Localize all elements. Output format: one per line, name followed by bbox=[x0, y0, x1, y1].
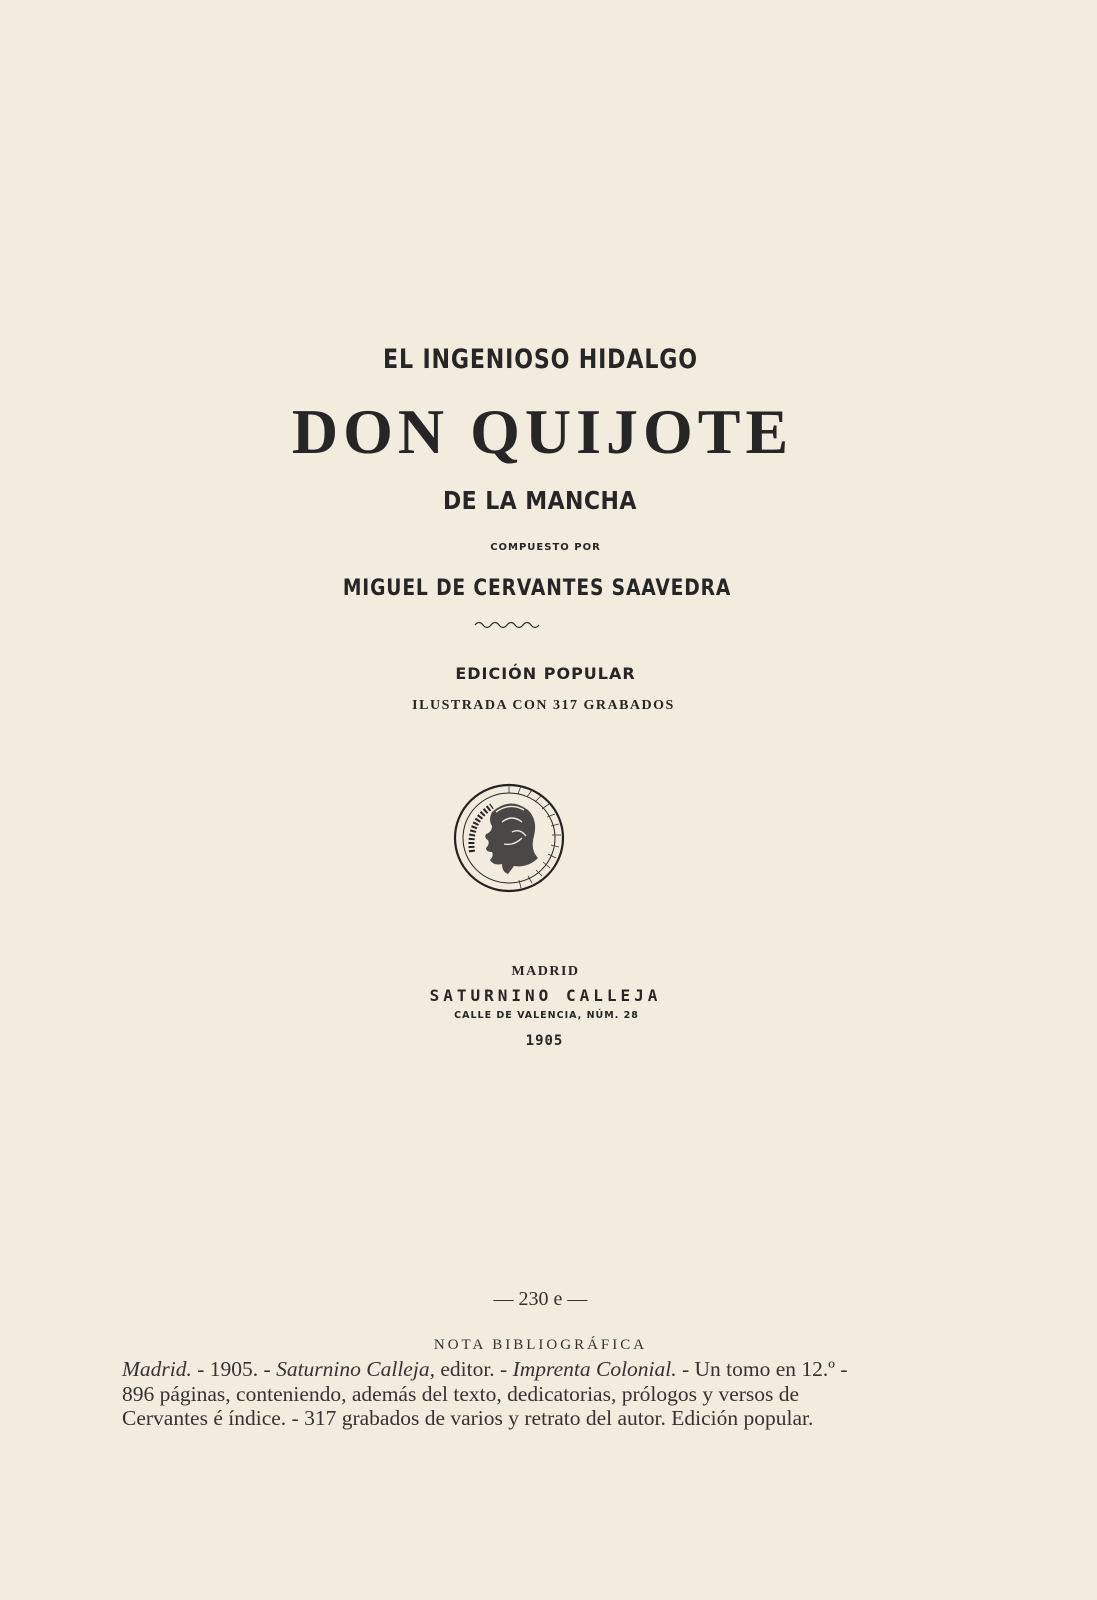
note-publisher: Saturnino Calleja, bbox=[276, 1357, 435, 1381]
subtitle: DE LA MANCHA bbox=[442, 486, 637, 515]
wave-rule-ornament bbox=[474, 620, 540, 628]
page-number: — 230 e — bbox=[493, 1288, 588, 1310]
composed-by-label: COMPUESTO POR bbox=[490, 542, 601, 553]
note-heading: NOTA BIBLIOGRÁFICA bbox=[433, 1337, 648, 1353]
city-label: MADRID bbox=[511, 964, 580, 979]
publisher-address: CALLE DE VALENCIA, NÚM. 28 bbox=[454, 1010, 639, 1021]
bibliographic-note bbox=[122, 1357, 882, 1431]
title-line-1: EL INGENIOSO HIDALGO bbox=[383, 344, 698, 375]
medallion-head-icon bbox=[452, 782, 566, 894]
edition-label: EDICIÓN POPULAR bbox=[455, 664, 636, 683]
note-printer: Imprenta Colonial. bbox=[512, 1357, 677, 1381]
main-title: DON QUIJOTE bbox=[291, 396, 794, 467]
publisher-name: SATURNINO CALLEJA bbox=[429, 986, 662, 1005]
note-city: Madrid. bbox=[122, 1357, 192, 1381]
author-name: MIGUEL DE CERVANTES SAAVEDRA bbox=[342, 576, 732, 601]
illustrated-label: ILUSTRADA CON 317 GRABADOS bbox=[412, 698, 675, 713]
note-sep-1: - 1905. - bbox=[191, 1357, 277, 1381]
note-details: - Un tomo en 12.º - 896 páginas, conteniendo, además del texto, dedicatorias, prólogos y versos de Cervantes é índice. - 317 grabados de varios y retrato del autor. Edición popular. bbox=[122, 1357, 848, 1430]
note-sep-2: editor. - bbox=[434, 1357, 513, 1381]
publication-year: 1905 bbox=[525, 1033, 564, 1049]
